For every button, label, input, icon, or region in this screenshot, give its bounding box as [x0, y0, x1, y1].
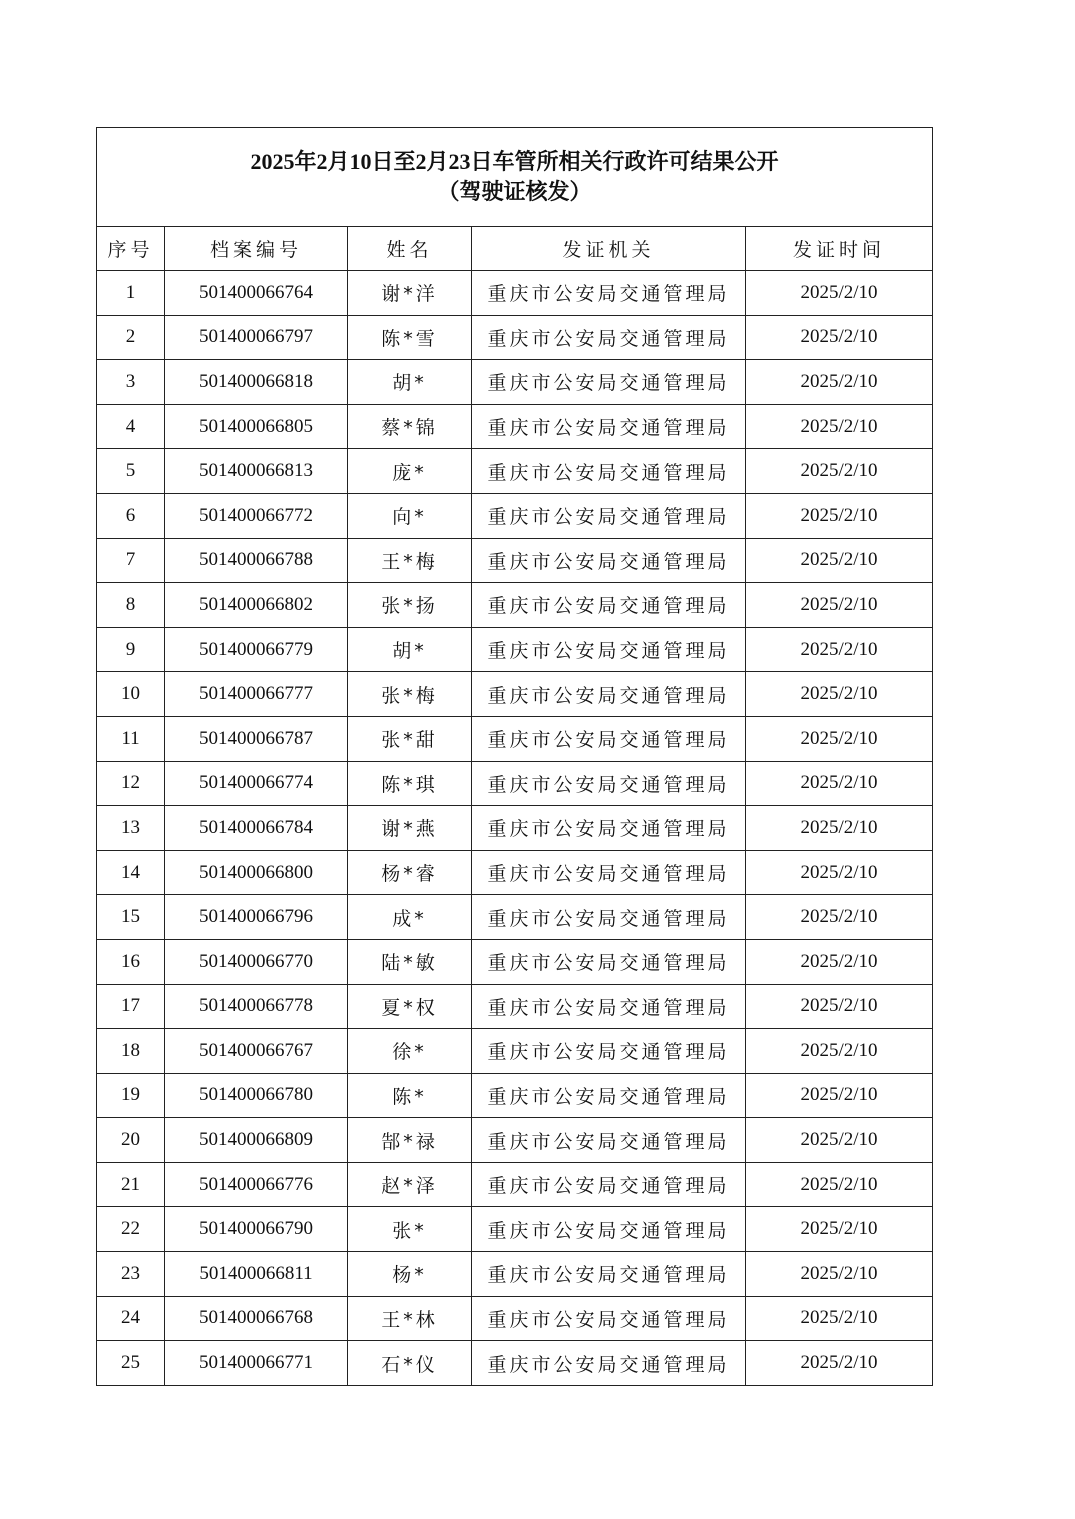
cell-file-number: 501400066779	[165, 627, 348, 672]
table-title-cell	[97, 128, 933, 227]
header-issuing-authority: 发证机关	[472, 227, 746, 271]
cell-issuing-authority: 重庆市公安局交通管理局	[472, 404, 746, 449]
cell-issuing-authority: 重庆市公安局交通管理局	[472, 360, 746, 405]
header-file-number: 档案编号	[165, 227, 348, 271]
cell-name: 杨*睿	[348, 850, 472, 895]
cell-issue-date: 2025/2/10	[746, 850, 933, 895]
cell-name: 王*林	[348, 1296, 472, 1341]
cell-issuing-authority: 重庆市公安局交通管理局	[472, 672, 746, 717]
cell-file-number: 501400066818	[165, 360, 348, 405]
cell-name: 陈*雪	[348, 315, 472, 360]
cell-issue-date: 2025/2/10	[746, 1118, 933, 1163]
cell-issuing-authority: 重庆市公安局交通管理局	[472, 271, 746, 316]
cell-serial: 15	[97, 895, 165, 940]
cell-serial: 21	[97, 1162, 165, 1207]
cell-issuing-authority: 重庆市公安局交通管理局	[472, 1073, 746, 1118]
table-header-row	[97, 227, 933, 271]
cell-file-number: 501400066772	[165, 493, 348, 538]
cell-issuing-authority: 重庆市公安局交通管理局	[472, 1207, 746, 1252]
table-row	[97, 1296, 933, 1341]
cell-file-number: 501400066805	[165, 404, 348, 449]
cell-issue-date: 2025/2/10	[746, 538, 933, 583]
table-row	[97, 1207, 933, 1252]
table-row	[97, 984, 933, 1029]
cell-name: 陆*敏	[348, 939, 472, 984]
cell-issuing-authority: 重庆市公安局交通管理局	[472, 1029, 746, 1074]
cell-serial: 3	[97, 360, 165, 405]
cell-name: 谢*洋	[348, 271, 472, 316]
cell-serial: 11	[97, 716, 165, 761]
cell-issuing-authority: 重庆市公安局交通管理局	[472, 449, 746, 494]
cell-name: 张*	[348, 1207, 472, 1252]
cell-issuing-authority: 重庆市公安局交通管理局	[472, 1341, 746, 1386]
cell-serial: 4	[97, 404, 165, 449]
cell-issue-date: 2025/2/10	[746, 806, 933, 851]
cell-issue-date: 2025/2/10	[746, 761, 933, 806]
cell-serial: 24	[97, 1296, 165, 1341]
cell-serial: 17	[97, 984, 165, 1029]
table-row	[97, 271, 933, 316]
cell-file-number: 501400066780	[165, 1073, 348, 1118]
table-row	[97, 538, 933, 583]
license-issuance-table	[96, 127, 933, 1386]
cell-name: 石*仪	[348, 1341, 472, 1386]
cell-issuing-authority: 重庆市公安局交通管理局	[472, 1162, 746, 1207]
cell-issuing-authority: 重庆市公安局交通管理局	[472, 761, 746, 806]
cell-issuing-authority: 重庆市公安局交通管理局	[472, 716, 746, 761]
table-row	[97, 895, 933, 940]
cell-serial: 5	[97, 449, 165, 494]
table-row	[97, 404, 933, 449]
cell-name: 张*扬	[348, 583, 472, 628]
cell-name: 谢*燕	[348, 806, 472, 851]
cell-name: 郜*禄	[348, 1118, 472, 1163]
table-body	[97, 271, 933, 1386]
cell-issue-date: 2025/2/10	[746, 583, 933, 628]
cell-issue-date: 2025/2/10	[746, 1341, 933, 1386]
cell-issuing-authority: 重庆市公安局交通管理局	[472, 1252, 746, 1297]
cell-file-number: 501400066813	[165, 449, 348, 494]
cell-file-number: 501400066768	[165, 1296, 348, 1341]
cell-name: 陈*	[348, 1073, 472, 1118]
table-row	[97, 1252, 933, 1297]
table-row	[97, 315, 933, 360]
cell-name: 张*甜	[348, 716, 472, 761]
table-row	[97, 1162, 933, 1207]
cell-file-number: 501400066784	[165, 806, 348, 851]
header-serial: 序号	[97, 227, 165, 271]
cell-name: 王*梅	[348, 538, 472, 583]
cell-issue-date: 2025/2/10	[746, 672, 933, 717]
cell-issue-date: 2025/2/10	[746, 271, 933, 316]
table-row	[97, 1118, 933, 1163]
cell-issue-date: 2025/2/10	[746, 627, 933, 672]
cell-file-number: 501400066767	[165, 1029, 348, 1074]
cell-name: 胡*	[348, 360, 472, 405]
cell-serial: 9	[97, 627, 165, 672]
cell-serial: 19	[97, 1073, 165, 1118]
cell-file-number: 501400066797	[165, 315, 348, 360]
cell-serial: 18	[97, 1029, 165, 1074]
cell-file-number: 501400066774	[165, 761, 348, 806]
cell-file-number: 501400066811	[165, 1252, 348, 1297]
cell-name: 胡*	[348, 627, 472, 672]
cell-issuing-authority: 重庆市公安局交通管理局	[472, 1118, 746, 1163]
cell-file-number: 501400066790	[165, 1207, 348, 1252]
table-row	[97, 672, 933, 717]
cell-issuing-authority: 重庆市公安局交通管理局	[472, 984, 746, 1029]
cell-issue-date: 2025/2/10	[746, 984, 933, 1029]
table-row	[97, 493, 933, 538]
cell-name: 张*梅	[348, 672, 472, 717]
cell-issue-date: 2025/2/10	[746, 1207, 933, 1252]
cell-issue-date: 2025/2/10	[746, 1296, 933, 1341]
cell-issuing-authority: 重庆市公安局交通管理局	[472, 939, 746, 984]
table-row	[97, 627, 933, 672]
cell-name: 蔡*锦	[348, 404, 472, 449]
cell-issuing-authority: 重庆市公安局交通管理局	[472, 806, 746, 851]
cell-issuing-authority: 重庆市公安局交通管理局	[472, 895, 746, 940]
cell-serial: 10	[97, 672, 165, 717]
cell-serial: 23	[97, 1252, 165, 1297]
header-name: 姓名	[348, 227, 472, 271]
table-row	[97, 939, 933, 984]
table-row	[97, 1073, 933, 1118]
cell-file-number: 501400066809	[165, 1118, 348, 1163]
cell-issue-date: 2025/2/10	[746, 939, 933, 984]
cell-issuing-authority: 重庆市公安局交通管理局	[472, 538, 746, 583]
cell-issue-date: 2025/2/10	[746, 315, 933, 360]
cell-file-number: 501400066776	[165, 1162, 348, 1207]
cell-name: 赵*泽	[348, 1162, 472, 1207]
table-row	[97, 360, 933, 405]
cell-file-number: 501400066788	[165, 538, 348, 583]
cell-file-number: 501400066777	[165, 672, 348, 717]
cell-name: 徐*	[348, 1029, 472, 1074]
cell-issuing-authority: 重庆市公安局交通管理局	[472, 850, 746, 895]
table-row	[97, 1341, 933, 1386]
cell-serial: 22	[97, 1207, 165, 1252]
cell-name: 陈*琪	[348, 761, 472, 806]
cell-file-number: 501400066802	[165, 583, 348, 628]
cell-issue-date: 2025/2/10	[746, 1029, 933, 1074]
cell-file-number: 501400066800	[165, 850, 348, 895]
cell-serial: 13	[97, 806, 165, 851]
cell-issuing-authority: 重庆市公安局交通管理局	[472, 315, 746, 360]
table-row	[97, 850, 933, 895]
cell-name: 庞*	[348, 449, 472, 494]
cell-serial: 2	[97, 315, 165, 360]
cell-issue-date: 2025/2/10	[746, 1073, 933, 1118]
cell-serial: 7	[97, 538, 165, 583]
cell-issuing-authority: 重庆市公安局交通管理局	[472, 1296, 746, 1341]
cell-serial: 1	[97, 271, 165, 316]
cell-file-number: 501400066778	[165, 984, 348, 1029]
cell-issuing-authority: 重庆市公安局交通管理局	[472, 627, 746, 672]
cell-serial: 14	[97, 850, 165, 895]
table-row	[97, 449, 933, 494]
cell-file-number: 501400066771	[165, 1341, 348, 1386]
cell-file-number: 501400066764	[165, 271, 348, 316]
cell-issue-date: 2025/2/10	[746, 895, 933, 940]
table-row	[97, 761, 933, 806]
table-row	[97, 716, 933, 761]
cell-issue-date: 2025/2/10	[746, 360, 933, 405]
cell-serial: 20	[97, 1118, 165, 1163]
cell-issue-date: 2025/2/10	[746, 716, 933, 761]
cell-file-number: 501400066787	[165, 716, 348, 761]
cell-issue-date: 2025/2/10	[746, 1252, 933, 1297]
cell-name: 向*	[348, 493, 472, 538]
cell-serial: 8	[97, 583, 165, 628]
cell-serial: 25	[97, 1341, 165, 1386]
table-row	[97, 583, 933, 628]
table-row	[97, 1029, 933, 1074]
cell-issue-date: 2025/2/10	[746, 404, 933, 449]
page-title: 2025年2月10日至2月23日车管所相关行政许可结果公开	[250, 149, 779, 174]
page-subtitle: （驾驶证核发）	[437, 179, 592, 204]
cell-serial: 6	[97, 493, 165, 538]
cell-serial: 12	[97, 761, 165, 806]
table-row	[97, 806, 933, 851]
cell-issue-date: 2025/2/10	[746, 493, 933, 538]
cell-file-number: 501400066770	[165, 939, 348, 984]
cell-serial: 16	[97, 939, 165, 984]
header-issue-date: 发证时间	[746, 227, 933, 271]
cell-issue-date: 2025/2/10	[746, 449, 933, 494]
cell-name: 成*	[348, 895, 472, 940]
cell-issuing-authority: 重庆市公安局交通管理局	[472, 583, 746, 628]
cell-issue-date: 2025/2/10	[746, 1162, 933, 1207]
cell-name: 夏*权	[348, 984, 472, 1029]
cell-file-number: 501400066796	[165, 895, 348, 940]
cell-name: 杨*	[348, 1252, 472, 1297]
cell-issuing-authority: 重庆市公安局交通管理局	[472, 493, 746, 538]
